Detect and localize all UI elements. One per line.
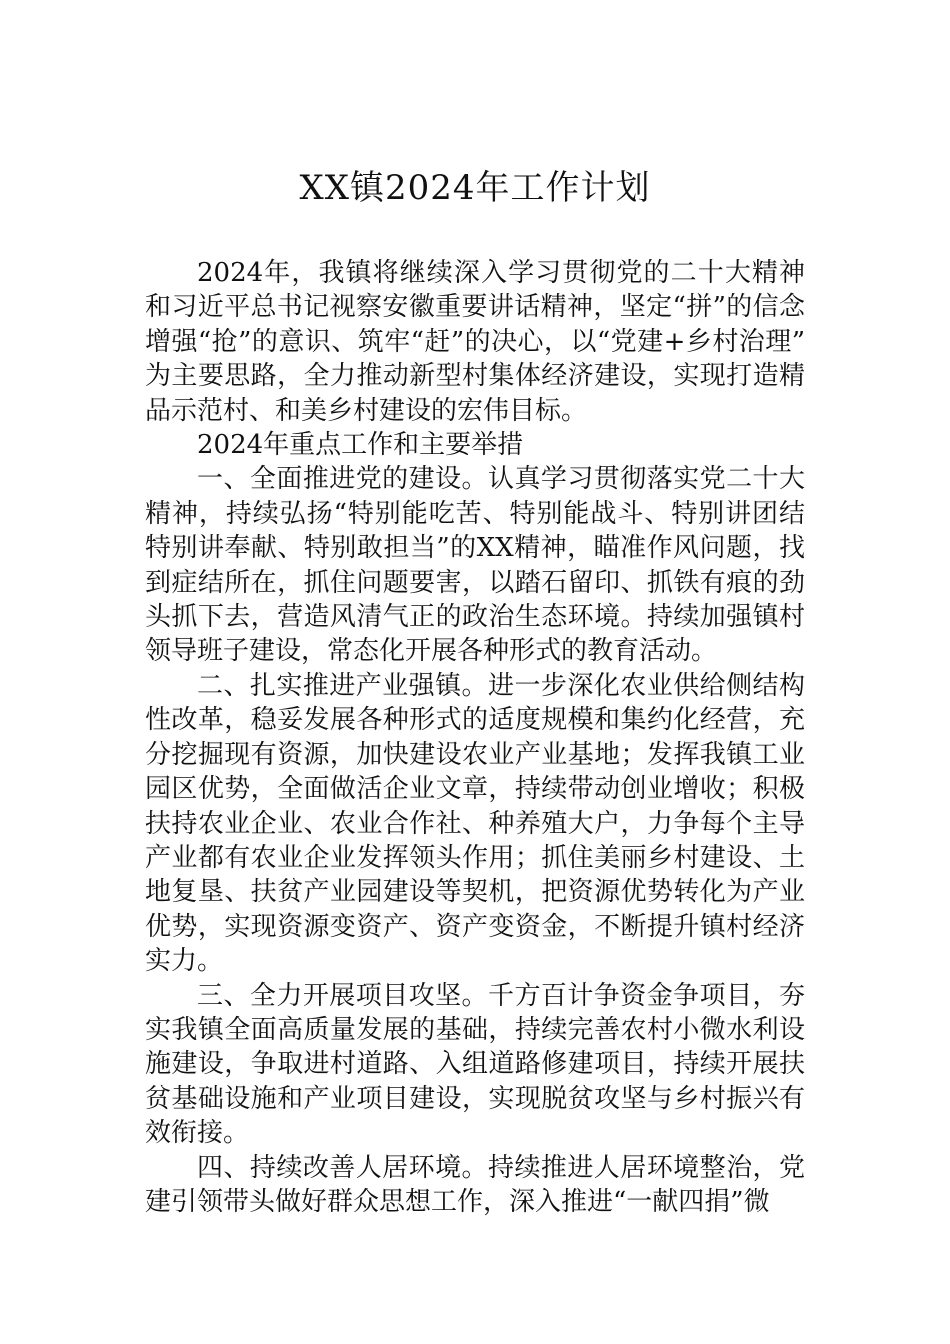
section-heading: 2024年重点工作和主要举措 (197, 430, 524, 461)
document-title: XX镇2024年工作计划 (299, 168, 651, 208)
intro-paragraph: 2024年，我镇将继续深入学习贯彻党的二十大精神和习近平总书记视察安徽重要讲话精神，坚定“拼”的信念增强“抢”的意识、筑牢“赶”的决心，以“党建+乡村治理”为主要思路，全力推动新型村集体经济建设，实现打造精品示范村、和美乡村建设的宏伟目标。 (145, 258, 805, 426)
paragraph-party-building: 一、全面推进党的建设。认真学习贯彻落实党二十大精神，持续弘扬“特别能吃苦、特别能战斗、特别讲团结特别讲奉献、特别敢担当”的XX精神，瞄准作风问题，找到症结所在，抓住问题要害，以踏石留印、抓铁有痕的劲头抓下去，营造风清气正的政治生态环境。持续加强镇村领导班子建设，常态化开展各种形式的教育活动。 (145, 464, 805, 667)
paragraph-environment: 四、持续改善人居环境。持续推进人居环境整治，党建引领带头做好群众思想工作，深入推进“一献四捐”微 (145, 1152, 805, 1217)
document-body (145, 256, 805, 1219)
paragraph-projects: 三、全力开展项目攻坚。千方百计争资金争项目，夯实我镇全面高质量发展的基础，持续完善农村小微水利设施建设，争取进村道路、入组道路修建项目，持续开展扶贫基础设施和产业项目建设，实现脱贫攻坚与乡村振兴有效衔接。 (145, 980, 805, 1149)
paragraph-industry: 二、扎实推进产业强镇。进一步深化农业供给侧结构性改革，稳妥发展各种形式的适度规模和集约化经营，充分挖掘现有资源，加快建设农业产业基地；发挥我镇工业园区优势，全面做活企业文章，持续带动创业增收；积极扶持农业企业、农业合作社、种养殖大户，力争每个主导产业都有农业企业发挥领头作用；抓住美丽乡村建设、土地复垦、扶贫产业园建设等契机，把资源优势转化为产业优势，实现资源变资产、资产变资金，不断提升镇村经济实力。 (145, 670, 805, 977)
